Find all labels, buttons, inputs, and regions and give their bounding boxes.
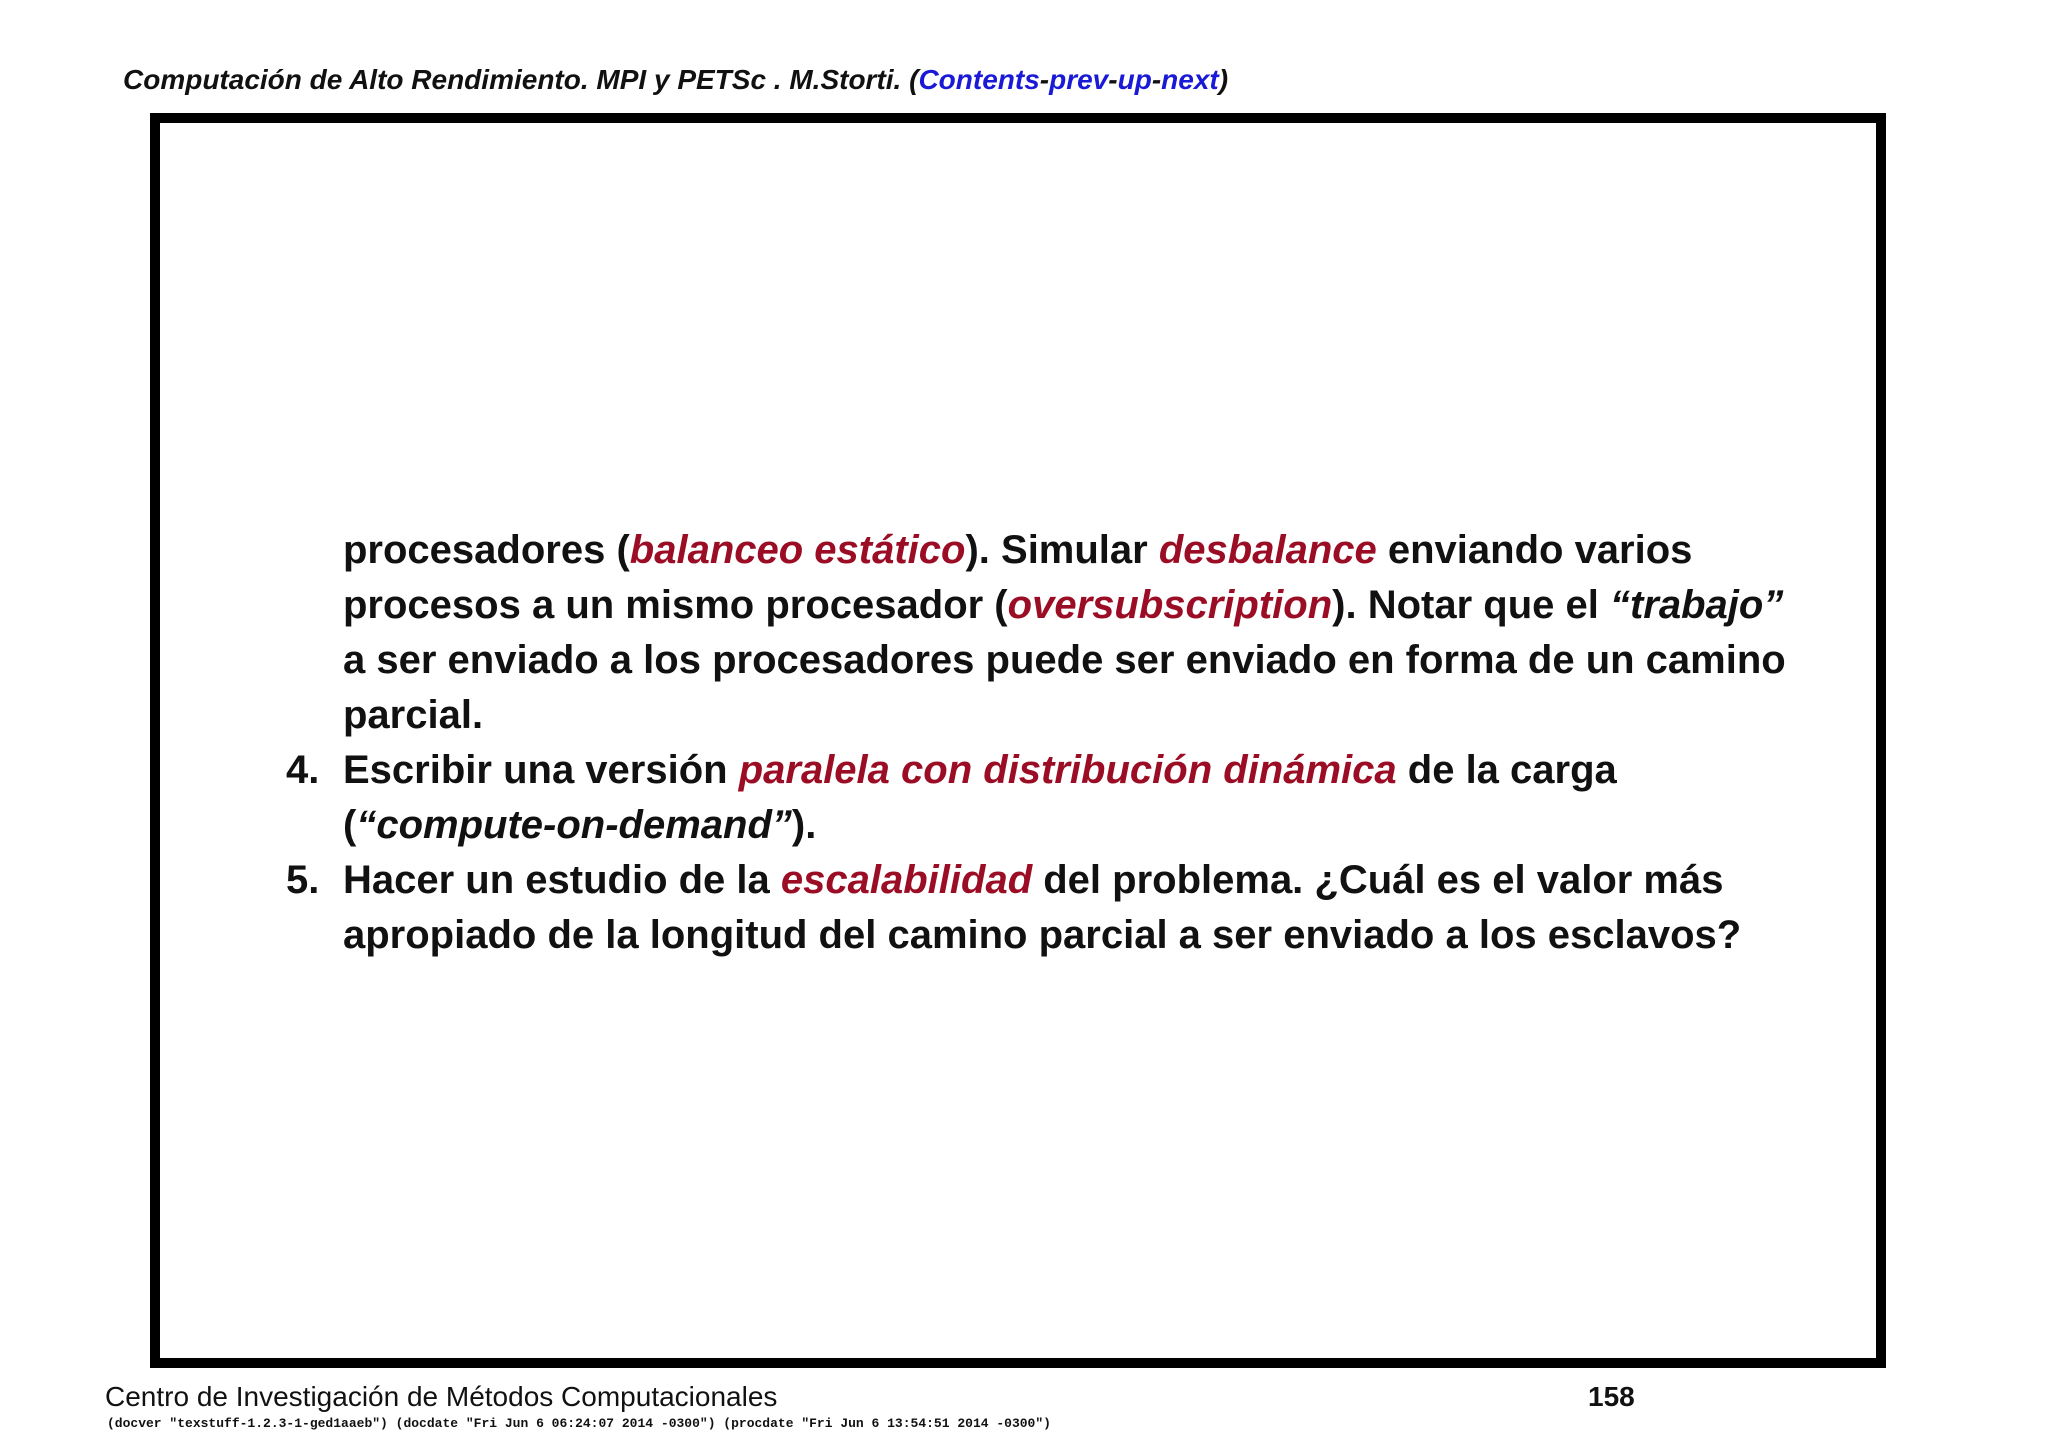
footer-institution: Centro de Investigación de Métodos Computacionales <box>105 1381 778 1412</box>
list-item-4 <box>286 743 1793 853</box>
page-number: 158 <box>1588 1381 1635 1412</box>
text-run: Escribir una versión <box>343 748 739 792</box>
header-close-paren: ) <box>1218 64 1229 95</box>
nav-separator: - <box>1151 64 1162 95</box>
highlight-term: escalabilidad <box>780 858 1033 902</box>
text-run: a ser enviado a los procesadores puede ser enviado en forma de un camino parcial. <box>343 638 1786 737</box>
slide-frame <box>150 113 1886 1368</box>
text-run: ). Notar que el <box>1332 583 1610 627</box>
text-run: ). <box>791 803 817 847</box>
highlight-term: balanceo estático <box>629 528 966 572</box>
header-title: Computación de Alto Rendimiento. MPI y PETSc . M.Storti. <box>123 64 902 95</box>
nav-separator: - <box>1039 64 1050 95</box>
nav-link-next[interactable]: next <box>1161 64 1219 95</box>
italic-term: “compute-on-demand” <box>356 803 792 847</box>
text-run: enviando varios procesos a un mismo procesador ( <box>343 528 1693 627</box>
highlight-term: oversubscription <box>1007 583 1333 627</box>
nav-separator: - <box>1108 64 1118 95</box>
nav-link-prev[interactable]: prev <box>1049 64 1109 95</box>
highlight-term: paralela con distribución dinámica <box>738 748 1397 792</box>
slide-body <box>286 523 1793 963</box>
page-header <box>123 64 1228 96</box>
italic-term: “trabajo” <box>1609 583 1784 627</box>
text-run: de la carga ( <box>343 748 1617 847</box>
text-run: procesadores ( <box>343 528 630 572</box>
text-run: ). Simular <box>965 528 1159 572</box>
list-item-5 <box>286 853 1793 963</box>
text-run: Hacer un estudio de la <box>343 858 781 902</box>
list-number: 4. <box>286 748 320 792</box>
continued-paragraph <box>343 523 1793 743</box>
list-number: 5. <box>286 858 320 902</box>
nav-link-contents[interactable]: Contents <box>918 64 1040 95</box>
text-run: del problema. ¿Cuál es el valor más apropiado de la longitud del camino parcial a ser enviado a los esclavos? <box>343 858 1742 957</box>
header-open-paren: ( <box>901 64 919 95</box>
nav-link-up[interactable]: up <box>1117 64 1152 95</box>
footer-meta: (docver "texstuff-1.2.3-1-ged1aaeb") (docdate "Fri Jun 6 06:24:07 2014 -0300") (procdate "Fri Jun 6 13:54:51 2014 -0300") <box>107 1416 1051 1431</box>
highlight-term: desbalance <box>1158 528 1377 572</box>
